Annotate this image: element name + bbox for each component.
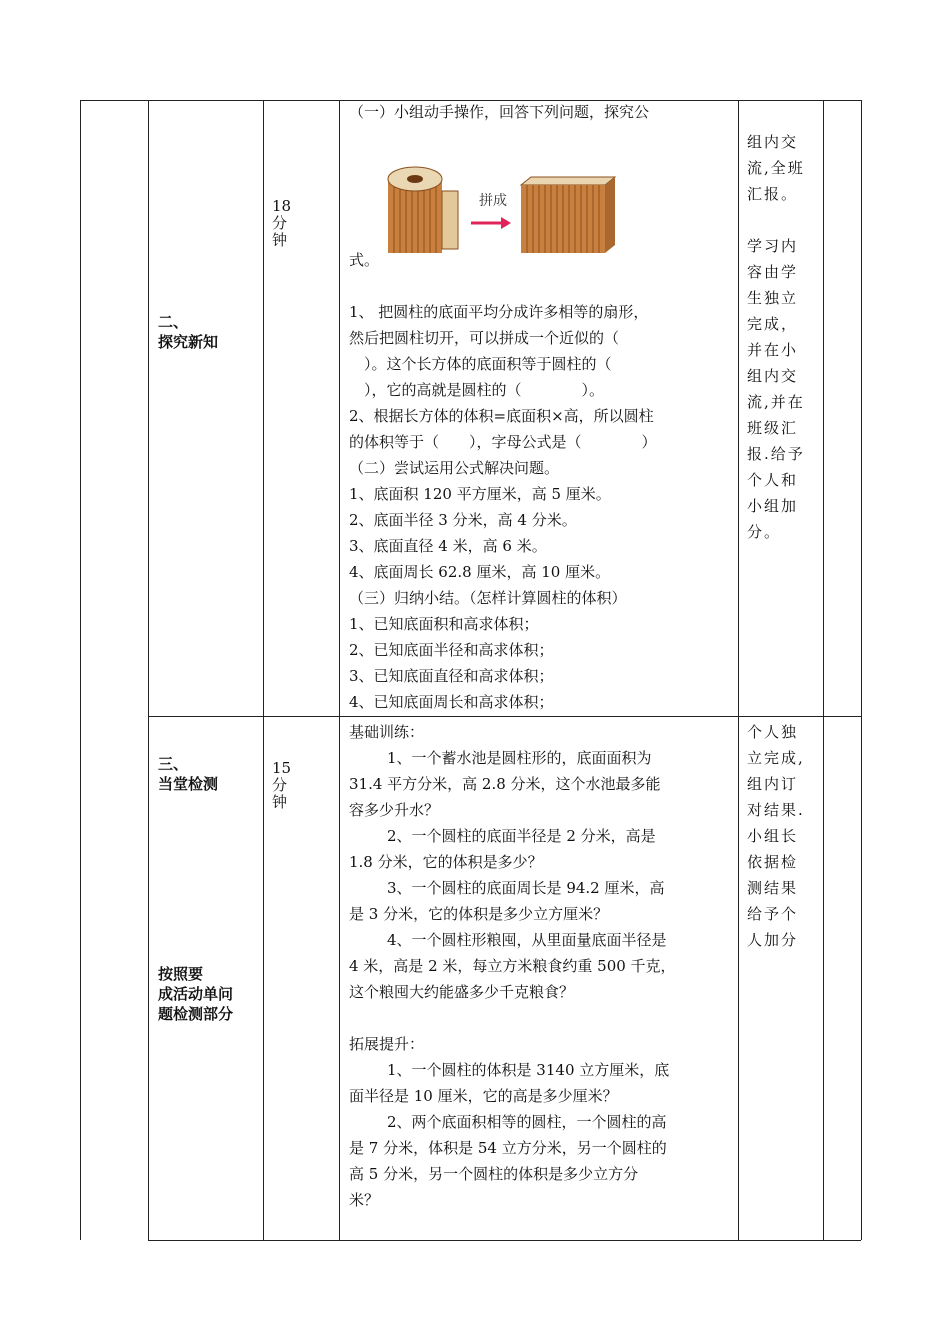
table-col-divider-1 — [148, 100, 149, 1240]
table-col-divider-3 — [339, 100, 340, 1240]
table-col-divider-4 — [738, 100, 739, 1240]
duration-test: 15 分 钟 — [272, 759, 292, 811]
basic-training-heading: 基础训练： — [349, 723, 425, 741]
table-row-divider — [148, 716, 861, 717]
table-border-left — [80, 100, 81, 1240]
table-col-divider-5 — [823, 100, 824, 1240]
cuboid-figure — [521, 177, 615, 253]
table-col-divider-2 — [263, 100, 264, 1240]
stage-label-test: 三、 当堂检测 — [158, 755, 219, 793]
table-border-right — [861, 100, 862, 1240]
stage-note-test: 按照要 成活动单问 题检测部分 — [158, 965, 234, 1023]
explore-notes: 组内交 流,全班 汇报。 学习内 容由学 生独立 完成， 并在小 组内交 流,并在 班级汇 报.给予 个人和 小组加 分。 — [747, 133, 805, 541]
explore-content-body: 式。 1、 把圆柱的底面平均分成许多相等的扇形， 然后把圆柱切开，可以拼成一个近似的（ ）。这个长方体的底面积等于圆柱的（ ），它的高就是圆柱的（ ）。 2、根据长方体的体积=底面积×高，所以圆柱 的体积等于（ ），字母公式是（ ） （二）尝试运用公式解决问题。 1、底面积 120 平方厘米，高 5 厘米。 2、底面半径 3 分米，高 4 分米。 3、底面直径 4 米，高 6 米。 4、底面周长 62.8 厘米，高 10 厘米。 （三）归纳小结。（怎样计算圆柱的体积） 1、已知底面积和高求体积； 2、已知底面半径和高求体积； 3、已知底面直径和高求体积； 4、已知底面周长和高求体积； — [349, 251, 657, 711]
cylinder-figure — [388, 167, 458, 253]
cylinder-to-cuboid-illustration — [385, 165, 620, 257]
arrow-icon — [471, 217, 511, 229]
test-content: 基础训练： 1、一个蓄水池是圆柱形的，底面面积为 31.4 平方分米，高 2.8 分米，这个水池最多能 容多少升水？ 2、一个圆柱的底面半径是 2 分米，高是 1.8 分米，它的体积是多少？ 3、一个圆柱的底面周长是 94.2 厘米，高 是 3 分米，它的体积是多少立方厘米？ 4、一个圆柱形粮囤，从里面量底面半径是 4 米，高是 2 米，每立方米粮食约重 500 千克， 这个粮囤大约能盛多少千克粮食？ 拓展提升： 1、一个圆柱的体积是 3140 立方厘米，底 面半径是 10 厘米，它的高是多少厘米？ 2、两个底面积相等的圆柱，一个圆柱的高 是 7 分米，体积是 54 立方分米，另一个圆柱的 高 5 分米，另一个圆柱的体积是多少立方分 米？ — [349, 719, 676, 1213]
duration-explore: 18 分 钟 — [272, 197, 292, 249]
test-notes: 个人独 立完成, 组内订 对结果. 小组长 依据检 测结果 给予个 人加分 — [747, 723, 805, 949]
stage-label-explore: 二、 探究新知 — [158, 313, 219, 351]
explore-content-header: （一）小组动手操作，回答下列问题，探究公 — [349, 103, 650, 121]
extension-heading: 拓展提升： — [349, 1035, 425, 1053]
table-border-bottom — [148, 1240, 861, 1241]
combine-label: 拼成 — [479, 193, 507, 209]
